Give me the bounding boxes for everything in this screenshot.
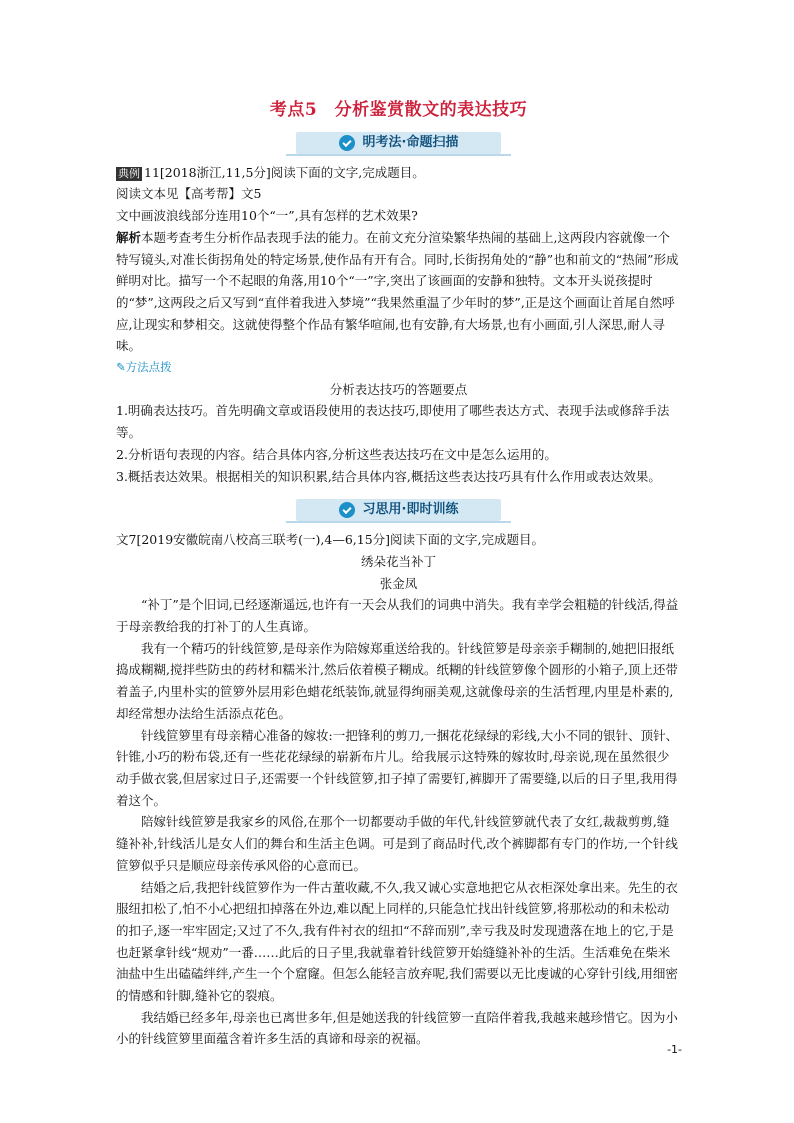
- essay-title: 绣朵花当补丁: [360, 553, 436, 569]
- practice-intro: 文7[2019安徽皖南八校高三联考(一),4—6,15分]阅读下面的文字,完成题目。: [116, 532, 545, 548]
- essay-paragraph: 结婚之后,我把针线笸箩作为一件古董收藏,不久,我又诚心实意地把它从衣柜深处拿出来。先生的衣服纽扣松了,怕不小心把纽扣掉落在外边,难以配上同样的,只能急忙找出针线笸箩,将那松动的和未松动的扣子,逐一牢牢固定;又过了不久,我有件衬衣的纽扣“不辞而别”,幸亏我及时发现遗落在地上的它,于是也赶紧拿针线“规劝”一番……此后的日子里,我就靠着针线笸箩开始缝缝补补的生活。生活难免在柴米油盐中生出磕磕绊绊,产生一个个窟窿。但怎么能轻言放弃呢,我们需要以无比虔诚的心穿针引线,用细密的情感和针脚,缝补它的裂痕。: [116, 879, 678, 1004]
- essay-paragraph: 针线笸箩里有母亲精心准备的嫁妆:一把锋利的剪刀,一捆花花绿绿的彩线,大小不同的银针、顶针、针锥,小巧的粉布袋,还有一些花花绿绿的崭新布片儿。给我展示这特殊的嫁妆时,母亲说,现在虽然很少动手做衣裳,但居家过日子,还需要一个针线笸箩,扣子掉了需要钉,裤脚开了需要缝,以后的日子里,我用得着这个。: [116, 727, 679, 808]
- example-tag: 典例: [118, 166, 140, 180]
- example-line: 典例 11[2018浙江,11,5分]阅读下面的文字,完成题目。: [118, 164, 425, 180]
- document-page: [116, 100, 681, 1050]
- essay-paragraph: 我有一个精巧的针线笸箩,是母亲作为陪嫁郑重送给我的。针线笸箩是母亲亲手糊制的,她把旧报纸捣成糊糊,搅拌些防虫的药材和糯米汁,然后依着模子糊成。纸糊的针线笸箩像个圆形的小箱子,顶上还带着盖子,内里朴实的笸箩外层用彩色蜡花纸装饰,就显得绚丽美观,这就像母亲的生活哲理,内里是朴素的,却经常想办法给生活添点花色。: [116, 640, 678, 721]
- method-item: 3.概括表达效果。根据相关的知识积累,结合具体内容,概括这些表达技巧具有什么作用或表达效果。: [116, 468, 661, 484]
- page-title: 考点5 分析鉴赏散文的表达技巧: [269, 100, 528, 120]
- essay-paragraph: 陪嫁针线笸箩是我家乡的风俗,在那个一切都要动手做的年代,针线笸箩就代表了女红,裁裁剪剪,缝缝补补,针线活儿是女人们的舞台和生活主色调。可是到了商品时代,改个裤脚都有专门的作坊,一个针线笸箩似乎只是顺应母亲传承风俗的心意而已。: [116, 814, 678, 873]
- section-banner-practice: [116, 497, 681, 523]
- pen-icon: ✎: [116, 360, 126, 375]
- essay-paragraph: 我结婚已经多年,母亲也已离世多年,但是她送我的针线笸箩一直陪伴着我,我越来越珍惜它。因为小小的针线笸箩里面蕴含着许多生活的真谛和母亲的祝福。: [116, 1009, 678, 1047]
- check-icon: [339, 135, 355, 151]
- banner-label: 习思用·即时训练: [362, 502, 459, 518]
- section-banner-exam: [116, 130, 681, 156]
- essay-paragraph: “补丁”是个旧词,已经逐渐遥远,也许有一天会从我们的词典中消失。我有幸学会粗糙的针线活,得益于母亲教给我的打补丁的人生真谛。: [116, 597, 679, 635]
- essay-author: 张金凤: [379, 575, 418, 591]
- page-number: -1-: [667, 1043, 682, 1056]
- analysis: 解析本题考查考生分析作品表现手法的能力。在前文充分渲染繁华热闹的基础上,这两段内容就像一个特写镜头,对准长街拐角处的特定场景,使作品有开有合。同时,长街拐角处的“静”也和前文的“热闹”形成鲜明对比。描写一个不起眼的角落,用10个“一”字,突出了该画面的安静和独特。文本开头说孩提时的“梦”,这两段之后又写到“直伴着我进入梦境”“我果然重温了少年时的梦”,正是这个画面让首尾自然呼应,让现实和梦相交。这就使得整个作品有繁华喧闹,也有安静,有大场景,也有小画面,引人深思,耐人寻味。: [116, 229, 679, 354]
- example-reference: 阅读文本见【高考帮】文5: [116, 186, 262, 202]
- banner-label: 明考法·命题扫描: [362, 134, 459, 150]
- method-item: 1.明确表达技巧。首先明确文章或语段使用的表达技巧,即使用了哪些表达方式、表现手法或修辞手法等。: [116, 403, 670, 441]
- example-question: 文中画波浪线部分连用10个“一”,具有怎样的艺术效果?: [116, 208, 418, 224]
- method-heading: 分析表达技巧的答题要点: [329, 381, 468, 397]
- analysis-label: 解析: [116, 229, 142, 245]
- method-item: 2.分析语句表现的内容。结合具体内容,分析这些表达技巧在文中是怎么运用的。: [116, 446, 557, 462]
- method-label: ✎方法点拨: [116, 360, 172, 375]
- check-icon: [339, 502, 355, 518]
